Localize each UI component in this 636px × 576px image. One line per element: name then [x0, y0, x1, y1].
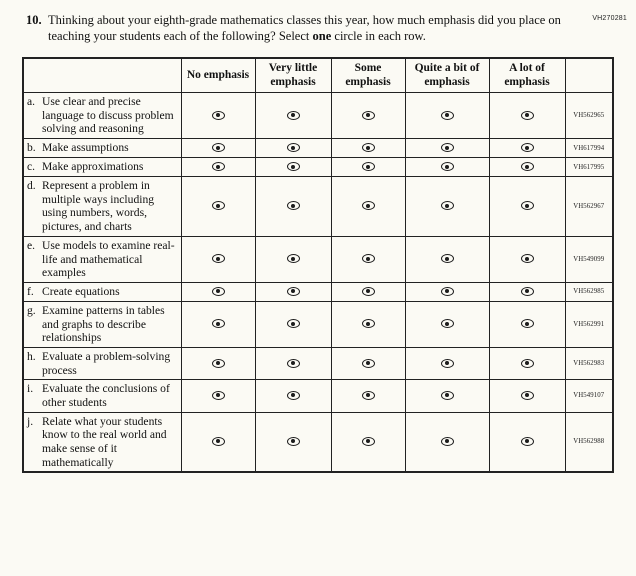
- answer-bubble-icon[interactable]: [521, 391, 534, 400]
- answer-bubble-icon[interactable]: [521, 437, 534, 446]
- row-text: Evaluate the conclusions of other students: [42, 382, 170, 409]
- row-text: Create equations: [42, 284, 120, 298]
- answer-bubble-icon[interactable]: [212, 143, 225, 152]
- answer-bubble-icon[interactable]: [441, 319, 454, 328]
- table-row: [23, 236, 613, 282]
- row-letter: b.: [27, 141, 36, 155]
- answer-bubble-icon[interactable]: [362, 254, 375, 263]
- answer-bubble-icon[interactable]: [521, 111, 534, 120]
- answer-bubble-icon[interactable]: [362, 201, 375, 210]
- item-code: VH562965: [565, 93, 613, 139]
- table-row: [23, 158, 613, 177]
- row-letter: h.: [27, 349, 36, 363]
- question-number: 10.: [26, 13, 42, 27]
- answer-bubble-icon[interactable]: [441, 287, 454, 296]
- row-text: Make assumptions: [42, 141, 129, 155]
- answer-bubble-icon[interactable]: [212, 201, 225, 210]
- answer-bubble-icon[interactable]: [441, 254, 454, 263]
- answer-bubble-icon[interactable]: [287, 287, 300, 296]
- answer-bubble-icon[interactable]: [287, 391, 300, 400]
- item-code: VH562983: [565, 347, 613, 379]
- row-text: Examine patterns in tables and graphs to describe relationships: [42, 303, 165, 345]
- row-letter: a.: [27, 95, 36, 109]
- table-row: [23, 93, 613, 139]
- answer-bubble-icon[interactable]: [212, 437, 225, 446]
- answer-bubble-icon[interactable]: [212, 319, 225, 328]
- questionnaire-page: [0, 12, 636, 576]
- row-letter: g.: [27, 303, 36, 317]
- row-letter: i.: [27, 382, 34, 396]
- item-code: VH617994: [565, 139, 613, 158]
- row-text: Use models to examine real-life and mathematical examples: [42, 238, 175, 280]
- item-code: VH562985: [565, 282, 613, 301]
- row-text: Relate what your students know to the real world and make sense of it mathematically: [42, 414, 167, 469]
- answer-bubble-icon[interactable]: [362, 162, 375, 171]
- answer-bubble-icon[interactable]: [521, 201, 534, 210]
- answer-bubble-icon[interactable]: [521, 319, 534, 328]
- corner-cell: [23, 58, 181, 93]
- answer-bubble-icon[interactable]: [212, 359, 225, 368]
- column-header-a-lot-of-emphasis: A lot of emphasis: [489, 58, 565, 93]
- answer-bubble-icon[interactable]: [362, 391, 375, 400]
- answer-bubble-icon[interactable]: [521, 143, 534, 152]
- answer-bubble-icon[interactable]: [441, 201, 454, 210]
- answer-bubble-icon[interactable]: [212, 254, 225, 263]
- answer-bubble-icon[interactable]: [212, 287, 225, 296]
- answer-bubble-icon[interactable]: [521, 254, 534, 263]
- item-code: VH562988: [565, 412, 613, 472]
- row-letter: f.: [27, 284, 34, 298]
- answer-bubble-icon[interactable]: [212, 162, 225, 171]
- answer-bubble-icon[interactable]: [362, 111, 375, 120]
- question-text-before: Thinking about your eighth-grade mathematics classes this year, how much emphasis did you place on teaching your students each of the following? Select: [48, 13, 561, 43]
- answer-bubble-icon[interactable]: [521, 162, 534, 171]
- answer-bubble-icon[interactable]: [362, 359, 375, 368]
- row-letter: j.: [27, 414, 34, 428]
- item-code: VH549107: [565, 380, 613, 412]
- answer-bubble-icon[interactable]: [362, 437, 375, 446]
- answer-bubble-icon[interactable]: [287, 201, 300, 210]
- item-code: VH562991: [565, 301, 613, 347]
- answer-bubble-icon[interactable]: [287, 254, 300, 263]
- answer-bubble-icon[interactable]: [362, 143, 375, 152]
- answer-bubble-icon[interactable]: [287, 162, 300, 171]
- answer-bubble-icon[interactable]: [441, 162, 454, 171]
- row-letter: e.: [27, 238, 36, 252]
- row-text: Evaluate a problem-solving process: [42, 349, 171, 377]
- answer-bubble-icon[interactable]: [287, 437, 300, 446]
- answer-bubble-icon[interactable]: [521, 287, 534, 296]
- question-text-after: circle in each row.: [334, 29, 426, 43]
- item-code: VH562967: [565, 177, 613, 237]
- table-row: [23, 177, 613, 237]
- header-row: [23, 58, 613, 93]
- column-header-no-emphasis: No emphasis: [181, 58, 255, 93]
- answer-bubble-icon[interactable]: [287, 319, 300, 328]
- table-row: [23, 282, 613, 301]
- answer-bubble-icon[interactable]: [362, 319, 375, 328]
- answer-bubble-icon[interactable]: [287, 111, 300, 120]
- answer-bubble-icon[interactable]: [362, 287, 375, 296]
- item-code: VH549099: [565, 236, 613, 282]
- answer-bubble-icon[interactable]: [441, 391, 454, 400]
- question-block: [26, 12, 636, 44]
- answer-bubble-icon[interactable]: [521, 359, 534, 368]
- form-code: VH270281: [592, 15, 627, 22]
- table-row: [23, 301, 613, 347]
- emphasis-table: [22, 57, 614, 473]
- code-column-header: [565, 58, 613, 93]
- question-text: [48, 12, 568, 44]
- row-letter: c.: [27, 160, 36, 174]
- answer-bubble-icon[interactable]: [287, 143, 300, 152]
- question-emphasis-word: one: [312, 29, 332, 43]
- table-row: [23, 347, 613, 379]
- row-text: Make approximations: [42, 160, 144, 174]
- answer-bubble-icon[interactable]: [287, 359, 300, 368]
- column-header-some-emphasis: Some emphasis: [331, 58, 405, 93]
- item-code: VH617995: [565, 158, 613, 177]
- row-letter: d.: [27, 179, 36, 193]
- answer-bubble-icon[interactable]: [441, 359, 454, 368]
- table-row: [23, 139, 613, 158]
- row-text: Use clear and precise language to discuss problem solving and reasoning: [42, 95, 174, 136]
- answer-bubble-icon[interactable]: [441, 111, 454, 120]
- column-header-very-little-emphasis: Very little emphasis: [255, 58, 331, 93]
- answer-bubble-icon[interactable]: [441, 437, 454, 446]
- row-text: Represent a problem in multiple ways including using numbers, words, pictures, and charts: [42, 179, 155, 234]
- answer-bubble-icon[interactable]: [212, 391, 225, 400]
- table-row: [23, 412, 613, 472]
- answer-bubble-icon[interactable]: [441, 143, 454, 152]
- column-header-quite-a-bit-of-emphasis: Quite a bit of emphasis: [405, 58, 489, 93]
- answer-bubble-icon[interactable]: [212, 111, 225, 120]
- table-row: [23, 380, 613, 412]
